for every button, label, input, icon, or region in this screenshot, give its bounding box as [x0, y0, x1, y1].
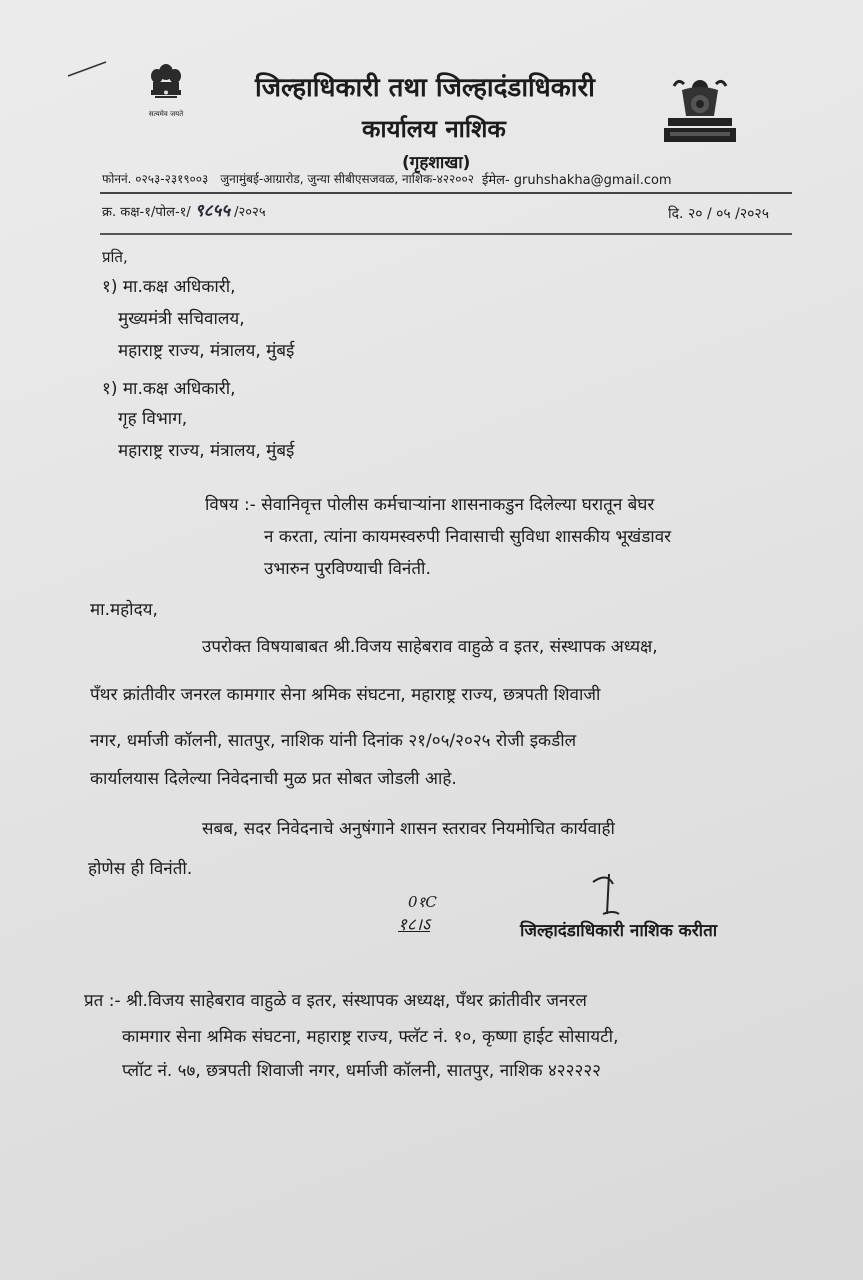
header-divider: [100, 192, 792, 194]
national-emblem: [138, 62, 194, 128]
ref-prefix: क्र. कक्ष-१/पोल-१/: [102, 205, 191, 220]
copy-to-line1: प्रत :- श्री.विजय साहेबराव वाहुळे व इतर, संस्थापक अध्यक्ष, पँथर क्रांतीवीर जनरल: [84, 991, 587, 1011]
ref-handwritten-number: ९८५५: [194, 201, 231, 221]
lion-capital-icon: [146, 62, 186, 110]
email-address: ईमेल- gruhshakha@gmail.com: [482, 173, 672, 188]
reference-number: [102, 198, 266, 221]
subject-line1: विषय :- सेवानिवृत्त पोलीस कर्मचाऱ्यांना शासनाकडुन दिलेल्या घरातून बेघर: [205, 495, 655, 515]
office-address: जुनामुंबई-आग्रारोड, जुन्या सीबीएसजवळ, नाशिक-४२२००२: [220, 172, 475, 186]
initials-top: 0१C: [408, 893, 437, 911]
recipient1-line2: मुख्यमंत्री सचिवालय,: [118, 309, 245, 329]
body-line3: नगर, धर्माजी कॉलनी, सातपुर, नाशिक यांनी दिनांक २१/०५/२०२५ रोजी इकडील: [90, 731, 577, 751]
initials-bottom: १८।ऽ: [398, 915, 431, 935]
signature-mark: [585, 870, 625, 920]
recipient2-line2: गृह विभाग,: [118, 409, 188, 429]
recipient2-line3: महाराष्ट्र राज्य, मंत्रालय, मुंबई: [118, 441, 295, 461]
reference-divider: [100, 233, 792, 235]
salutation: मा.महोदय,: [90, 600, 158, 620]
subject-line3: उभारुन पुरविण्याची विनंती.: [264, 559, 431, 579]
body-line4: कार्यालयास दिलेल्या निवेदनाची मुळ प्रत सोबत जोडली आहे.: [90, 769, 457, 789]
signing-authority: जिल्हादंडाधिकारी नाशिक करीता: [520, 921, 718, 941]
body-line1: उपरोक्त विषयाबाबत श्री.विजय साहेबराव वाहुळे व इतर, संस्थापक अध्यक्ष,: [202, 637, 658, 657]
letter-date: दि. २० / ०५ /२०२५: [668, 206, 769, 222]
recipient2-line1: १) मा.कक्ष अधिकारी,: [102, 379, 236, 399]
handwritten-initials: [398, 892, 468, 952]
office-title-line1: जिल्हाधिकारी तथा जिल्हादंडाधिकारी: [255, 73, 595, 103]
pen-stroke-mark: [66, 58, 110, 80]
contact-line: [102, 170, 792, 188]
ref-suffix: /२०२५: [234, 205, 266, 220]
district-seal-icon: [660, 72, 740, 148]
recipient1-line1: १) मा.कक्ष अधिकारी,: [102, 277, 236, 297]
body-line6: होणेस ही विनंती.: [88, 859, 193, 879]
section-name: (गृहशाखा): [402, 153, 471, 173]
emblem-caption: सत्यमेव जयते: [148, 110, 184, 118]
body-line2: पँथर क्रांतीवीर जनरल कामगार सेना श्रमिक संघटना, महाराष्ट्र राज्य, छत्रपती शिवाजी: [90, 685, 601, 705]
to-label: प्रति,: [102, 248, 128, 266]
office-title-line2: कार्यालय नाशिक: [362, 115, 506, 143]
body-line5: सबब, सदर निवेदनाचे अनुषंगाने शासन स्तरावर नियमोचित कार्यवाही: [202, 819, 615, 839]
subject-line2: न करता, त्यांना कायमस्वरुपी निवासाची सुविधा शासकीय भूखंडावर: [264, 527, 672, 547]
copy-to-line2: कामगार सेना श्रमिक संघटना, महाराष्ट्र राज्य, फ्लॅट नं. १०, कृष्णा हाईट सोसायटी,: [122, 1027, 619, 1047]
copy-to-line3: प्लॉट नं. ५७, छत्रपती शिवाजी नगर, धर्माजी कॉलनी, सातपुर, नाशिक ४२२२२२: [122, 1061, 602, 1081]
recipient1-line3: महाराष्ट्र राज्य, मंत्रालय, मुंबई: [118, 341, 295, 361]
phone-number: फोननं. ०२५३-२३१९००३: [102, 172, 209, 186]
